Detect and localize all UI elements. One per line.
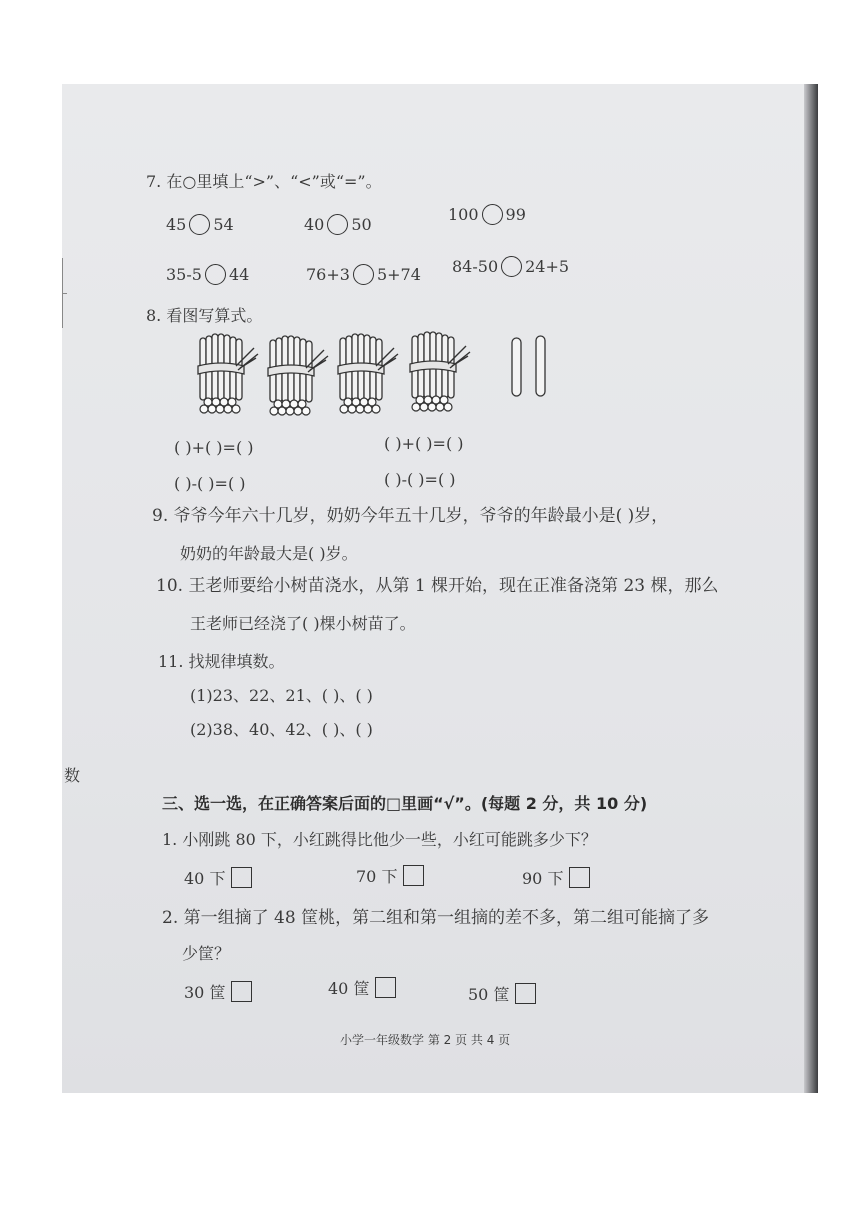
- q7-right: 50: [351, 215, 372, 234]
- s3-q1-text: 1. 小刚跳 80 下，小红跳得比他少一些，小红可能跳多少下？: [162, 830, 597, 849]
- q7-item-6: [452, 256, 569, 277]
- answer-box[interactable]: [569, 867, 590, 888]
- s3-q2-line-1: 2. 第一组摘了 48 筐桃，第二组和第一组摘的差不多，第二组可能摘了多: [162, 908, 710, 928]
- option-label: 50 筐: [468, 985, 510, 1004]
- s3-q2-line-2: 少筐？: [182, 944, 231, 963]
- q7-item-1: [166, 214, 234, 235]
- margin-line: [62, 293, 67, 294]
- q10-line-1: 10. 王老师要给小树苗浇水，从第 1 棵开始，现在正准备浇第 23 棵，那么: [156, 576, 719, 596]
- q11-line-2: (2)38、40、42、( )、( ): [190, 720, 373, 739]
- section3-heading: 三、选一选，在正确答案后面的□里画“√”。(每题 2 分，共 10 分): [162, 794, 648, 813]
- s3-q2-option-1: [184, 980, 252, 1003]
- q8-formula-3: ( )-( )=( ): [174, 474, 246, 493]
- q7-right: 5+74: [376, 265, 421, 284]
- q7-item-3: [448, 204, 526, 225]
- margin-char: 数: [64, 766, 81, 785]
- option-label: 30 筐: [184, 983, 226, 1002]
- q7-left: 100: [448, 205, 479, 224]
- q7-right: 24+5: [525, 257, 570, 276]
- answer-circle[interactable]: [189, 214, 210, 235]
- q8-formula-1: ( )+( )=( ): [174, 438, 254, 457]
- q7-left: 84-50: [452, 257, 499, 276]
- answer-box[interactable]: [231, 867, 252, 888]
- stick-bundle: [338, 334, 398, 413]
- q7-right: 44: [228, 265, 250, 284]
- q7-item-2: [304, 214, 372, 235]
- q8-formula-2: ( )+( )=( ): [384, 434, 464, 453]
- q7-right: 99: [505, 205, 526, 224]
- answer-circle[interactable]: [501, 256, 522, 277]
- answer-box[interactable]: [515, 983, 536, 1004]
- q8-title: 8. 看图写算式。: [146, 306, 263, 325]
- stick-bundle: [410, 332, 470, 411]
- option-label: 40 筐: [328, 979, 370, 998]
- q7-title: 7. 在○里填上“>”、“<”或“=”。: [146, 172, 382, 191]
- s3-q2-option-2: [328, 976, 396, 999]
- answer-circle[interactable]: [353, 264, 374, 285]
- answer-box[interactable]: [375, 977, 396, 998]
- option-label: 90 下: [522, 869, 564, 888]
- q10-line-2: 王老师已经浇了( )棵小树苗了。: [190, 614, 416, 633]
- q9-line-2: 奶奶的年龄最大是( )岁。: [180, 544, 358, 563]
- q7-left: 76+3: [306, 265, 350, 284]
- s3-q1-option-1: [184, 866, 252, 889]
- answer-circle[interactable]: [205, 264, 226, 285]
- s3-q1-option-2: [356, 864, 424, 887]
- option-label: 40 下: [184, 869, 226, 888]
- q9-line-1: 9. 爷爷今年六十几岁，奶奶今年五十几岁，爷爷的年龄最小是( )岁，: [152, 506, 669, 526]
- q11-title: 11. 找规律填数。: [158, 652, 285, 671]
- answer-box[interactable]: [231, 981, 252, 1002]
- answer-circle[interactable]: [327, 214, 348, 235]
- q7-left: 40: [304, 215, 325, 234]
- answer-box[interactable]: [403, 865, 424, 886]
- q11-line-1: (1)23、22、21、( )、( ): [190, 686, 373, 705]
- stick-bundle: [198, 334, 258, 413]
- q8-formula-4: ( )-( )=( ): [384, 470, 456, 489]
- page-edge-shadow: [804, 84, 818, 1093]
- q7-left: 35-5: [166, 265, 202, 284]
- stick-bundle: [268, 336, 328, 415]
- answer-circle[interactable]: [482, 204, 503, 225]
- page-footer: 小学一年级数学 第 2 页 共 4 页: [340, 1033, 511, 1047]
- q7-left: 45: [166, 215, 187, 234]
- s3-q2-option-3: [468, 982, 536, 1005]
- q7-item-5: [306, 264, 421, 285]
- q7-right: 54: [213, 215, 234, 234]
- s3-q1-option-3: [522, 866, 590, 889]
- stick-bundles-illustration: [196, 328, 566, 420]
- q7-item-4: [166, 264, 249, 285]
- option-label: 70 下: [356, 867, 398, 886]
- single-stick: [512, 336, 545, 396]
